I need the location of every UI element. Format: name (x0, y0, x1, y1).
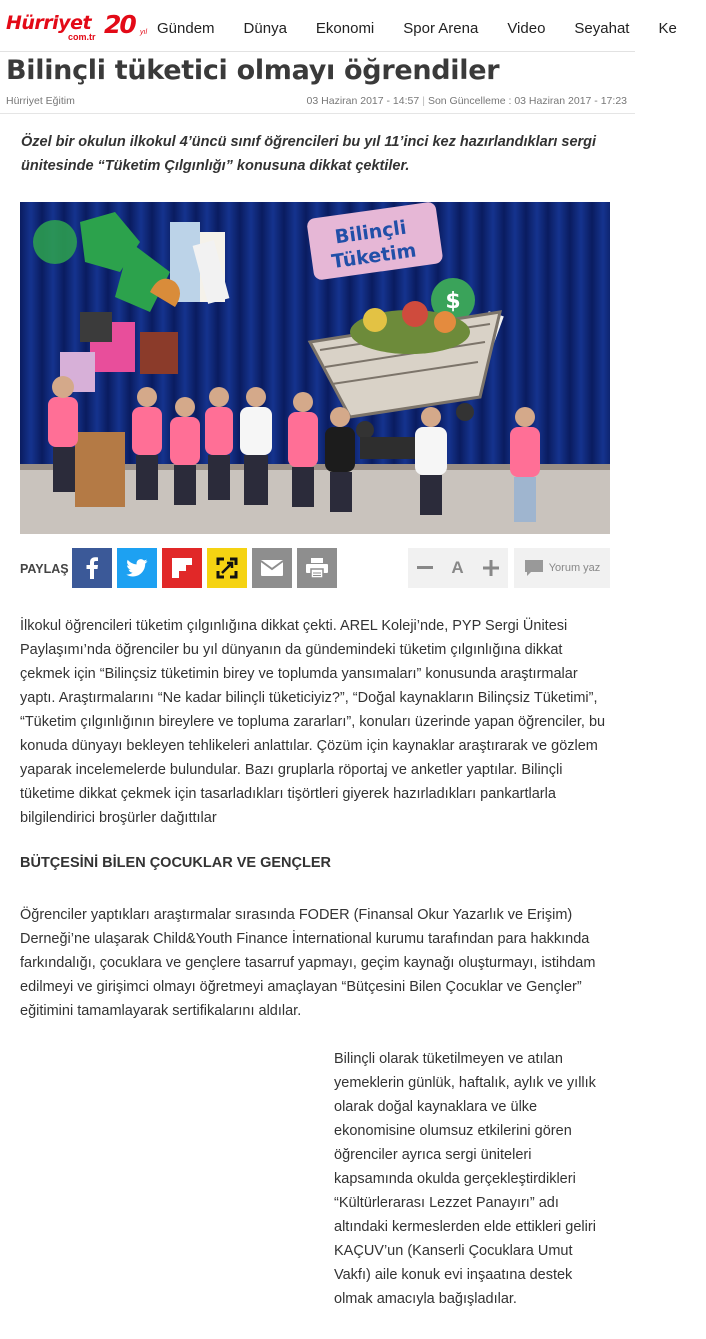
banner-line-2: Tüketim (330, 239, 418, 274)
article-title: Bilinçli tüketici olmayı öğrendiler (6, 55, 500, 86)
resize-icon (216, 557, 238, 579)
updated-date: Son Güncelleme : 03 Haziran 2017 - 17:23 (427, 95, 627, 107)
dollar-sign-icon: $ (445, 289, 461, 314)
share-twitter-button[interactable] (117, 548, 157, 588)
top-navigation-bar (0, 0, 677, 52)
article-subheading: BÜTÇESİNİ BİLEN ÇOCUKLAR VE GENÇLER (20, 855, 331, 871)
article-source[interactable]: Hürriyet Eğitim (6, 95, 75, 107)
article-paragraph-1: İlkokul öğrencileri tüketim çılgınlığına dikkat çekti. AREL Koleji’nde, PYP Sergi Ünitesi Paylaşımı’nda öğrenciler bu yıl dünyanın da gündemindeki tüketim çılgınlığına dikkat çekmek için “Bilinçsiz tüketimin birey ve toplumda yansımaları” konusunda araştırmalar yaptı. Araştırmalarını “Ne kadar bilinçli tüketiciyiz?”, “Doğal kaynakların Bilinçsiz Tüketimi”, “Tüketim çılgınlığının bireylere ve topluma zararları”, konuları üzerinde yapan öğrenciler, bu konuda dünyayı bekleyen tehlikeleri anlattılar. Çözüm için kaynaklar araştırarak ve gözlem yaparak incelemelerde bulundular. Bazı gruplarla röportaj ve anketler yaptılar. Bilinçli tüketime dikkat çekmek için tasarladıkları tişörtleri giyerek hazırladıkları pankartlarla bilgilendirici broşürler dağıttılar (20, 618, 606, 826)
main-nav (157, 20, 706, 37)
share-toolbar (20, 548, 610, 590)
resize-button[interactable] (207, 548, 247, 588)
article-paragraph-2: Öğrenciler yaptıkları araştırmalar sırasında FODER (Finansal Okur Yazarlık ve Erişim) Derneği’ne ulaşarak Child&Youth Finance İnternational kurumu tarafından para hakkında farkındalığı, çocuklara ve gençlere tasarruf yapmayı, geçim kaynağı oluşturmayı, istihdam edilmeyi ve girişimci olmayı öğretmeyi amaçlayan “Bütçesini Bilen Çocuklar ve Gençler” eğitimini tamamlayarak sertifikalarını aldılar. (20, 907, 596, 1019)
print-icon (306, 558, 328, 578)
nav-item-kelebek[interactable]: Ke (658, 20, 677, 37)
published-date: 03 Haziran 2017 - 14:57 (306, 95, 420, 107)
mail-icon (261, 560, 283, 576)
write-comment-button[interactable] (514, 548, 610, 588)
logo-anniversary-suffix: yıl (140, 29, 147, 36)
print-button[interactable] (297, 548, 337, 588)
nav-item-seyahat[interactable]: Seyahat (574, 20, 630, 37)
share-facebook-button[interactable] (72, 548, 112, 588)
stage-illustration (20, 202, 610, 534)
article-dates (307, 95, 627, 107)
facebook-icon (83, 557, 101, 579)
font-size-label: A (451, 558, 464, 577)
site-logo[interactable] (6, 10, 147, 42)
article-meta (0, 95, 635, 109)
share-label: PAYLAŞ (20, 562, 69, 576)
plus-icon (483, 560, 499, 576)
meta-separator: | (422, 95, 425, 107)
article-spot: Özel bir okulun ilkokul 4’üncü sınıf öğrencileri bu yıl 11’inci kez hazırlandıkları sergi ünitesinde “Tüketim Çılgınlığı” konusuna dikkat çektiler. (21, 134, 597, 174)
logo-anniversary: 20 (104, 10, 135, 39)
twitter-icon (126, 559, 148, 577)
nav-item-ekonomi[interactable]: Ekonomi (315, 20, 375, 37)
nav-item-spor-arena[interactable]: Spor Arena (403, 20, 479, 37)
logo-domain: com.tr (68, 32, 96, 42)
font-size-control (408, 548, 508, 588)
nav-item-dunya[interactable]: Dünya (243, 20, 287, 37)
font-decrease-button[interactable] (408, 548, 441, 588)
nav-item-gundem[interactable]: Gündem (157, 20, 215, 37)
nav-item-video[interactable]: Video (507, 20, 546, 37)
write-comment-label: Yorum yaz (548, 562, 601, 574)
font-increase-button[interactable] (474, 548, 507, 588)
article-hero-image (20, 202, 610, 534)
meta-divider (0, 113, 635, 114)
article-paragraph-3: Bilinçli olarak tüketilmeyen ve atılan yemeklerin günlük, haftalık, aylık ve yıllık olarak doğal kaynaklara ve ülke ekonomisine olumsuz etkilerini gören öğrenciler ayrıca sergi üniteleri kapsamında okulda gerçekleştirdikleri “Kültürlerarası Lezzet Panayırı” adı altındaki kermeslerden elde ettikleri geliri KAÇUV’un (Kanserli Çocuklara Umut Vakfı) aile konuk evi inşaatına destek olmak amacıyla bağışladılar. (334, 1051, 596, 1307)
share-mail-button[interactable] (252, 548, 292, 588)
logo-wordmark: Hürriyet (6, 12, 92, 34)
banner-line-1: Bilinçli (333, 216, 408, 249)
share-flipboard-button[interactable] (162, 548, 202, 588)
minus-icon (417, 566, 433, 570)
flipboard-icon (172, 558, 192, 578)
comment-icon (524, 559, 544, 577)
